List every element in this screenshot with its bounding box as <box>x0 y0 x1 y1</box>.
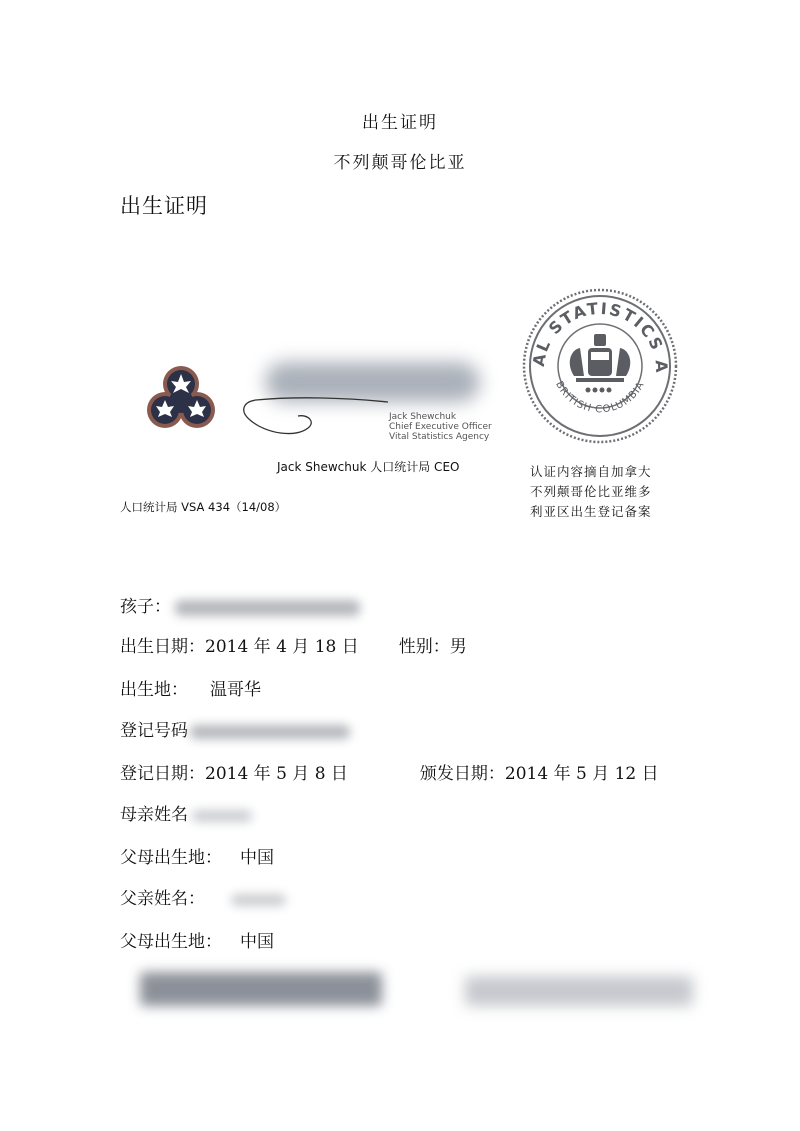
document-heading: 出生证明 <box>120 194 208 218</box>
redacted-child-name <box>175 600 360 616</box>
birthplace-value: 温哥华 <box>210 680 261 700</box>
parents-birthplace-row-2 <box>120 927 274 952</box>
registration-number-label: 登记号码 <box>120 721 188 741</box>
form-code: 人口统计局 VSA 434（14/08） <box>120 500 287 514</box>
parents-birthplace-value: 中国 <box>240 848 274 868</box>
registration-date-label: 登记日期： <box>120 764 205 784</box>
father-name-label: 父亲姓名： <box>120 889 205 909</box>
svg-text:BRITISH COLUMBIA <box>553 380 647 416</box>
child-label: 孩子： <box>120 597 171 617</box>
birthdate-label: 出生日期： <box>120 637 205 657</box>
father-name-row <box>120 884 286 909</box>
parents-birthplace-label: 父母出生地： <box>120 848 222 868</box>
redacted-block-right <box>465 976 693 1006</box>
registration-number-row <box>120 716 350 741</box>
redacted-registration-number <box>190 725 350 739</box>
registration-date-value: 2014 年 5 月 8 日 <box>205 764 348 784</box>
mother-name-label: 母亲姓名 <box>120 805 188 825</box>
handwritten-signature <box>238 380 398 440</box>
issue-date-value: 2014 年 5 月 12 日 <box>504 764 659 784</box>
sex-value: 男 <box>449 637 467 657</box>
seal-top-text: AL STATISTICS A <box>528 298 672 375</box>
redacted-mother-name <box>192 810 252 822</box>
seal-note-line-3: 利亚区出生登记备案 <box>530 504 652 519</box>
redacted-father-name <box>231 894 286 906</box>
parents-birthplace-value-2: 中国 <box>240 932 274 952</box>
birthdate-value: 2014 年 4 月 18 日 <box>205 637 359 657</box>
redacted-block-left <box>140 972 382 1006</box>
seal-bottom-text: BRITISH COLUMBIA <box>553 379 647 416</box>
signer-caption: Jack Shewchuk 人口统计局 CEO <box>277 460 460 474</box>
birthplace-row <box>120 675 261 700</box>
document-title: 出生证明 <box>362 113 438 133</box>
official-seal <box>518 286 682 446</box>
agency-logo <box>145 362 217 434</box>
parents-birthplace-row <box>120 843 274 868</box>
registration-date-row <box>120 759 659 784</box>
child-row <box>120 592 360 617</box>
birthdate-row <box>120 632 467 657</box>
parents-birthplace-label-2: 父母出生地： <box>120 932 222 952</box>
mother-name-row <box>120 800 252 825</box>
signer-printed-agency: Vital Statistics Agency <box>389 432 490 442</box>
sex-label: 性别： <box>398 637 450 657</box>
signer-printed-name: Jack Shewchuk <box>389 412 457 422</box>
signer-printed-title: Chief Executive Officer <box>389 422 492 432</box>
seal-note-line-1: 认证内容摘自加拿大 <box>530 464 652 479</box>
document-subtitle: 不列颠哥伦比亚 <box>333 153 467 173</box>
issue-date-label: 颁发日期： <box>419 764 505 784</box>
birthplace-label: 出生地： <box>120 680 188 700</box>
seal-note-line-2: 不列颠哥伦比亚维多 <box>530 484 652 499</box>
